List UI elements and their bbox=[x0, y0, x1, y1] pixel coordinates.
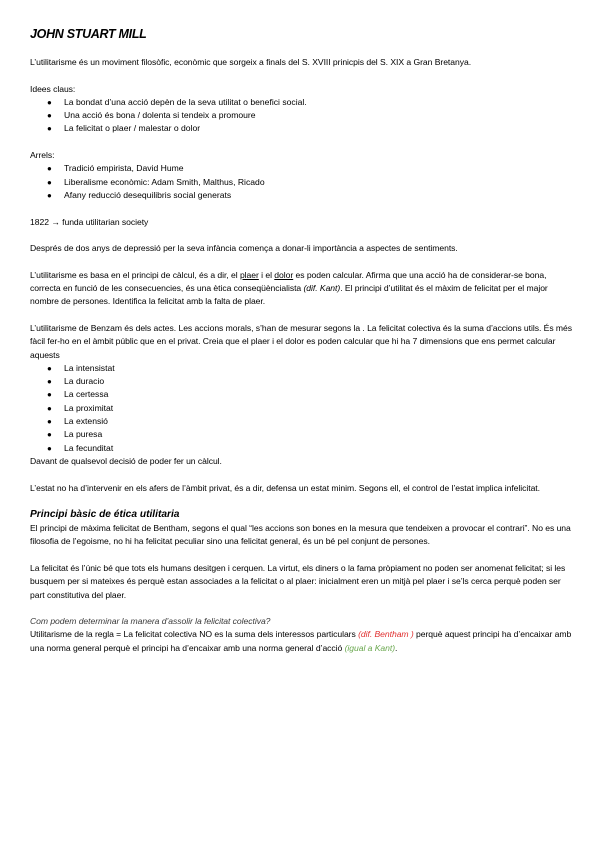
bullet-icon: ● bbox=[47, 443, 52, 453]
list-item: ● La puresa bbox=[30, 428, 575, 441]
list-item: ● Una acció és bona / dolenta si tendeix a promoure bbox=[30, 109, 575, 122]
section-heading: Principi bàsic de ética utilitaria bbox=[30, 509, 180, 521]
document-title: JOHN STUART MILL bbox=[30, 27, 147, 41]
happiness-paragraph: La felicitat és l’únic bé que tots els humans desitgen i cerquen. La virtut, els diners o la fama pròpiament no poden ser anomenat felicitat; si les busquem per si mateixes és perquè estan associades a la felicitat o al plaer: inicialment eren un mitjà pel plaer i se’ls cerca perquè poden ser part constitutiva del plaer. bbox=[30, 562, 566, 600]
question-line: Com podem determinar la manera d’assolir la felicitat colectiva? bbox=[30, 616, 271, 627]
bullet-icon: ● bbox=[47, 190, 52, 200]
list-item: ● La proximitat bbox=[30, 402, 575, 415]
intro-paragraph: L’utilitarisme és un moviment filosòfic, econòmic que sorgeix a finals del S. XVIII prinicpis del S. XIX a Gran Bretanya. bbox=[30, 57, 472, 67]
list-item: ● Liberalisme econòmic: Adam Smith, Malthus, Ricado bbox=[30, 176, 575, 189]
bullet-icon: ● bbox=[47, 390, 52, 400]
bullet-icon: ● bbox=[47, 111, 52, 121]
bullet-icon: ● bbox=[47, 177, 52, 187]
list-item: ● La bondat d’una acció depèn de la seva utilitat o benefici social. bbox=[30, 96, 575, 109]
benzam-paragraph: L’utilitarisme de Benzam és dels actes. Les accions morals, s’han de mesurar segons la . La felicitat colectiva és la suma d’accions utils. És més fàcil fer-ho en el àmbit públic que en el privat. Creia que el plaer i el dolor es poden calcular que hi ha 7 dimensions que ens permet calcular aquests bbox=[30, 322, 572, 360]
bullet-icon: ● bbox=[47, 164, 52, 174]
list-item: ● La intensistat bbox=[30, 362, 575, 375]
list-item: ● La duracio bbox=[30, 375, 575, 388]
kant-note: (dif. Kant) bbox=[303, 283, 341, 294]
roots-list bbox=[30, 162, 575, 202]
underlined-plaer: plaer bbox=[239, 269, 259, 280]
list-item: ● Afany reducció desequilibris social generats bbox=[30, 189, 575, 202]
bentham-difference-note: (dif. Bentham ) bbox=[358, 629, 414, 640]
roots-heading: Arrels: bbox=[30, 150, 55, 161]
depression-paragraph: Després de dos anys de depressió per la seva infància comença a donar-li importància a aspectes de sentiments. bbox=[30, 243, 458, 254]
decision-line: Davant de qualsevol decisió de poder fer un càlcul. bbox=[30, 455, 222, 466]
list-item: ● La certessa bbox=[30, 388, 575, 401]
dimensions-list bbox=[30, 362, 575, 455]
bullet-icon: ● bbox=[47, 124, 52, 134]
underlined-dolor: dolor bbox=[274, 269, 294, 280]
bullet-icon: ● bbox=[47, 363, 52, 373]
ideas-heading: Idees claus: bbox=[30, 83, 76, 94]
document-page bbox=[30, 27, 575, 655]
bentham-paragraph: El principi de màxima felicitat de Bentham, segons el qual “les accions son bones en la mesura que tendeixen a provocar el contrari”. No es una filosofia de l’egoisme, no hi ha felicitat peculiar sino una felicitat general, és un bé pel conjunt de persones. bbox=[30, 523, 571, 547]
ideas-list bbox=[30, 96, 575, 136]
bullet-icon: ● bbox=[47, 403, 52, 413]
year-line: 1822 → funda utilitarian society bbox=[30, 216, 149, 227]
rule-paragraph: Utilitarisme de la regla = La felicitat colectiva NO es la suma dels interessos particulars (dif. Bentham ) perquè aquest principi ha d’encaixar amb una norma general perquè el principi ha d’encaixar amb una norma general d’acció (igual a Kant). bbox=[30, 629, 572, 653]
list-item: ● La fecunditat bbox=[30, 442, 575, 455]
list-item: ● La felicitat o plaer / malestar o dolor bbox=[30, 122, 575, 135]
bullet-icon: ● bbox=[47, 97, 52, 107]
list-item: ● La extensió bbox=[30, 415, 575, 428]
list-item: ● Tradició empirista, David Hume bbox=[30, 162, 575, 175]
kant-equal-note: (igual a Kant) bbox=[344, 642, 396, 653]
bullet-icon: ● bbox=[47, 377, 52, 387]
bullet-icon: ● bbox=[47, 430, 52, 440]
state-paragraph: L’estat no ha d’intervenir en els afers de l’àmbit privat, és a dir, defensa un estat minim. Segons ell, el control de l’estat implica infelicitat. bbox=[30, 482, 540, 493]
calculation-paragraph: L’utilitarisme es basa en el principi de càlcul, és a dir, el plaer i el dolor es poden calcular. Afirma que una acció ha de considerar-se bona, correcta en funció de les consecuencies, és una ètica conseqüèncialista (dif. Kant). El principi d’utilitat és el màxim de felicitat per el major nombre de persones. Identifica la felicitat amb la falta de plaer. bbox=[30, 269, 548, 307]
bullet-icon: ● bbox=[47, 417, 52, 427]
